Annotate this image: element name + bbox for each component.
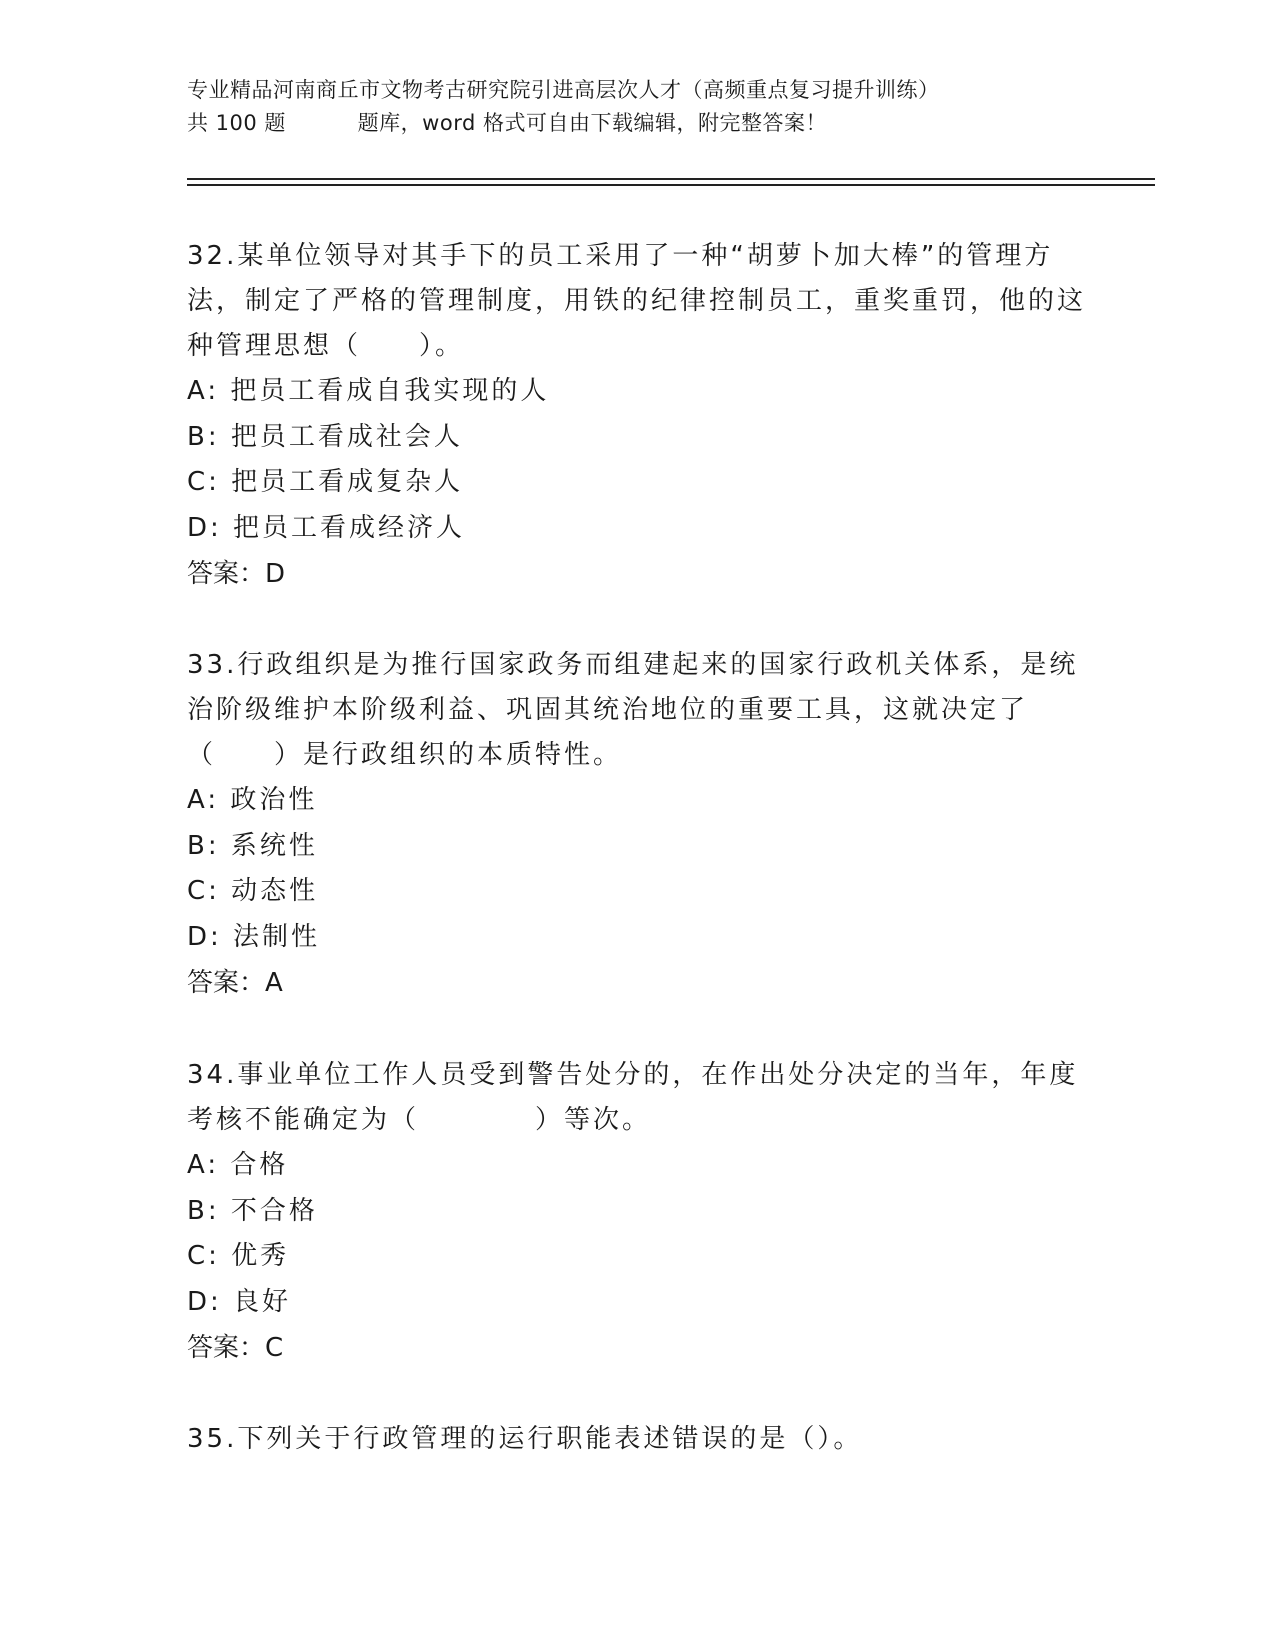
question-stem: 35.下列关于行政管理的运行职能表述错误的是（）。 (187, 1424, 863, 1454)
question-35 (187, 1417, 1087, 1462)
document-header (187, 74, 1147, 140)
question-stem: 34.事业单位工作人员受到警告处分的，在作出处分决定的当年，年度考核不能确定为（ ）等次。 (187, 1060, 1079, 1135)
answer: 答案：D (187, 559, 286, 589)
answer: 答案：C (187, 1333, 284, 1363)
header-title: 专业精品河南商丘市文物考古研究院引进高层次人才（高频重点复习提升训练） (187, 78, 940, 102)
question-stem: 33.行政组织是为推行国家政务而组建起来的国家行政机关体系，是统治阶级维护本阶级利益、巩固其统治地位的重要工具，这就决定了（ ）是行政组织的本质特性。 (187, 650, 1079, 770)
option-a: A: 政治性 (187, 785, 318, 815)
option-a: A: 把员工看成自我实现的人 (187, 376, 550, 406)
option-c: C: 动态性 (187, 876, 319, 906)
question-32 (187, 234, 1087, 597)
question-34 (187, 1053, 1087, 1371)
option-b: B: 系统性 (187, 830, 318, 861)
option-c: C: 把员工看成复杂人 (187, 467, 464, 497)
header-subtitle: 共 100 题 题库，word 格式可自由下载编辑，附完整答案！ (187, 111, 827, 135)
option-b: B: 不合格 (187, 1195, 318, 1226)
answer: 答案：A (187, 968, 283, 998)
question-stem: 32.某单位领导对其手下的员工采用了一种“胡萝卜加大棒”的管理方法，制定了严格的管理制度，用铁的纪律控制员工，重奖重罚，他的这种管理思想（ ）。 (187, 241, 1087, 361)
option-c: C: 优秀 (187, 1241, 290, 1271)
option-d: D: 良好 (187, 1286, 292, 1317)
header-divider-top (187, 178, 1155, 180)
header-divider-bottom (187, 184, 1155, 186)
option-a: A: 合格 (187, 1150, 289, 1180)
option-d: D: 把员工看成经济人 (187, 512, 466, 543)
option-d: D: 法制性 (187, 921, 321, 952)
option-b: B: 把员工看成社会人 (187, 421, 463, 452)
question-33 (187, 643, 1087, 1006)
